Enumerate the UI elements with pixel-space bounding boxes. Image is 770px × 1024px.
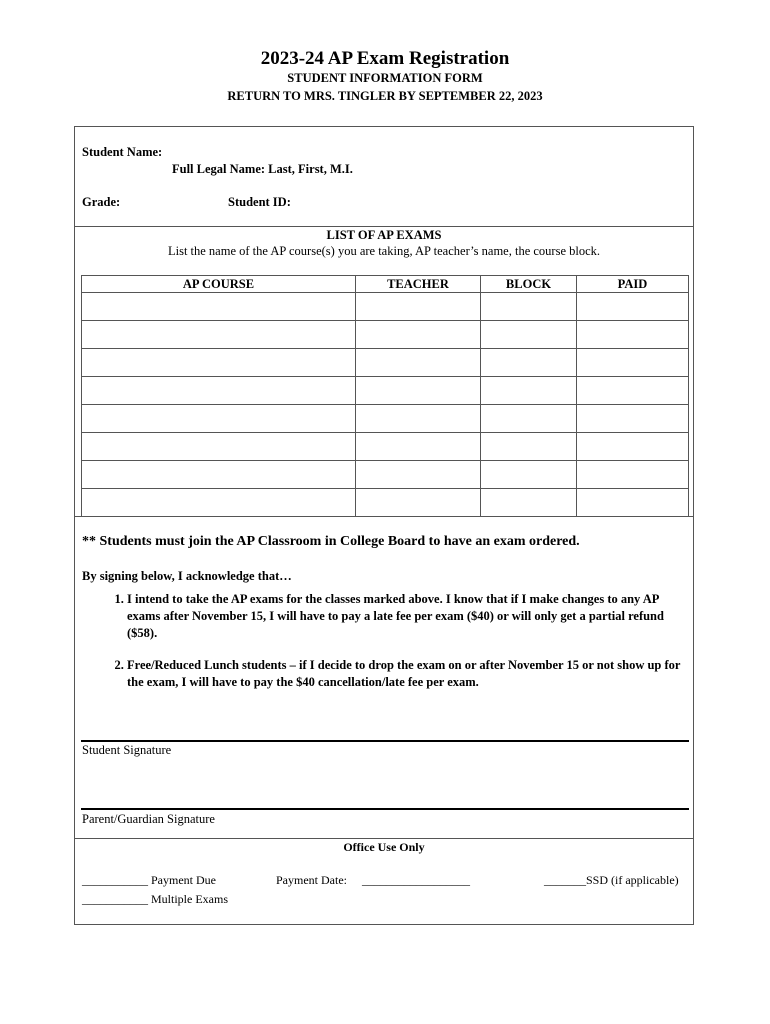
parent-signature-line[interactable] <box>81 808 689 810</box>
multiple-exams-field: ___________ Multiple Exams <box>82 892 228 906</box>
block-cell[interactable] <box>481 461 577 489</box>
classroom-notice: ** Students must join the AP Classroom in College Board to have an exam ordered. <box>82 534 580 549</box>
block-cell[interactable] <box>481 377 577 405</box>
course-cell[interactable] <box>82 489 356 517</box>
form-title: 2023-24 AP Exam Registration <box>260 48 510 69</box>
paid-cell[interactable] <box>577 489 689 517</box>
office-use-heading: Office Use Only <box>343 840 425 854</box>
paid-cell[interactable] <box>577 433 689 461</box>
block-cell[interactable] <box>481 489 577 517</box>
paid-cell[interactable] <box>577 321 689 349</box>
course-cell[interactable] <box>82 349 356 377</box>
course-cell[interactable] <box>82 405 356 433</box>
paid-cell[interactable] <box>577 377 689 405</box>
table-row <box>82 349 689 377</box>
student-name-label: Student Name: <box>82 145 163 159</box>
table-row <box>82 461 689 489</box>
paid-cell[interactable] <box>577 461 689 489</box>
table-row <box>82 489 689 517</box>
grade-label: Grade: <box>82 195 121 209</box>
student-signature-line[interactable] <box>81 740 689 742</box>
teacher-cell[interactable] <box>356 489 481 517</box>
section-divider <box>74 838 694 839</box>
return-note: RETURN TO MRS. TINGLER BY SEPTEMBER 22, 2023 <box>227 89 543 103</box>
block-cell[interactable] <box>481 349 577 377</box>
section-divider <box>74 516 694 517</box>
col-ap-course: AP COURSE <box>82 276 356 293</box>
acknowledge-intro: By signing below, I acknowledge that… <box>82 569 292 583</box>
exams-table <box>81 275 689 517</box>
parent-signature-label: Parent/Guardian Signature <box>82 812 215 826</box>
ssd-field: _______SSD (if applicable) <box>544 873 679 887</box>
paid-cell[interactable] <box>577 405 689 433</box>
teacher-cell[interactable] <box>356 461 481 489</box>
course-cell[interactable] <box>82 321 356 349</box>
student-id-label: Student ID: <box>228 195 291 209</box>
col-teacher: TEACHER <box>356 276 481 293</box>
block-cell[interactable] <box>481 433 577 461</box>
student-signature-label: Student Signature <box>82 743 172 757</box>
acknowledgement-list <box>82 591 692 706</box>
payment-date-blank: __________________ <box>362 873 470 887</box>
teacher-cell[interactable] <box>356 377 481 405</box>
paid-cell[interactable] <box>577 349 689 377</box>
table-row <box>82 433 689 461</box>
payment-date-label: Payment Date: <box>276 873 347 887</box>
paid-cell[interactable] <box>577 293 689 321</box>
exams-instructions: List the name of the AP course(s) you are taking, AP teacher’s name, the course block. <box>167 244 601 258</box>
col-paid: PAID <box>577 276 689 293</box>
block-cell[interactable] <box>481 293 577 321</box>
course-cell[interactable] <box>82 377 356 405</box>
legal-name-hint: Full Legal Name: Last, First, M.I. <box>172 162 353 176</box>
table-row <box>82 321 689 349</box>
teacher-cell[interactable] <box>356 433 481 461</box>
table-row <box>82 293 689 321</box>
block-cell[interactable] <box>481 405 577 433</box>
course-cell[interactable] <box>82 461 356 489</box>
table-row <box>82 405 689 433</box>
table-row <box>82 377 689 405</box>
payment-due-field: ___________ Payment Due <box>82 873 216 887</box>
teacher-cell[interactable] <box>356 293 481 321</box>
table-header-row <box>82 276 689 293</box>
list-item: 1. I intend to take the AP exams for the classes marked above. I know that if I make changes to any AP exams after November 15, I will have to pay a late fee per exam ($40) or will only get a partial refund ($58). <box>127 591 692 642</box>
block-cell[interactable] <box>481 321 577 349</box>
exams-heading: LIST OF AP EXAMS <box>326 228 442 242</box>
course-cell[interactable] <box>82 433 356 461</box>
list-item: 2. Free/Reduced Lunch students – if I decide to drop the exam on or after November 15 or not show up for the exam, I will have to pay the $40 cancellation/late fee per exam. <box>127 657 692 691</box>
col-block: BLOCK <box>481 276 577 293</box>
teacher-cell[interactable] <box>356 349 481 377</box>
section-divider <box>74 226 694 227</box>
course-cell[interactable] <box>82 293 356 321</box>
teacher-cell[interactable] <box>356 405 481 433</box>
form-subtitle: STUDENT INFORMATION FORM <box>287 71 483 85</box>
teacher-cell[interactable] <box>356 321 481 349</box>
